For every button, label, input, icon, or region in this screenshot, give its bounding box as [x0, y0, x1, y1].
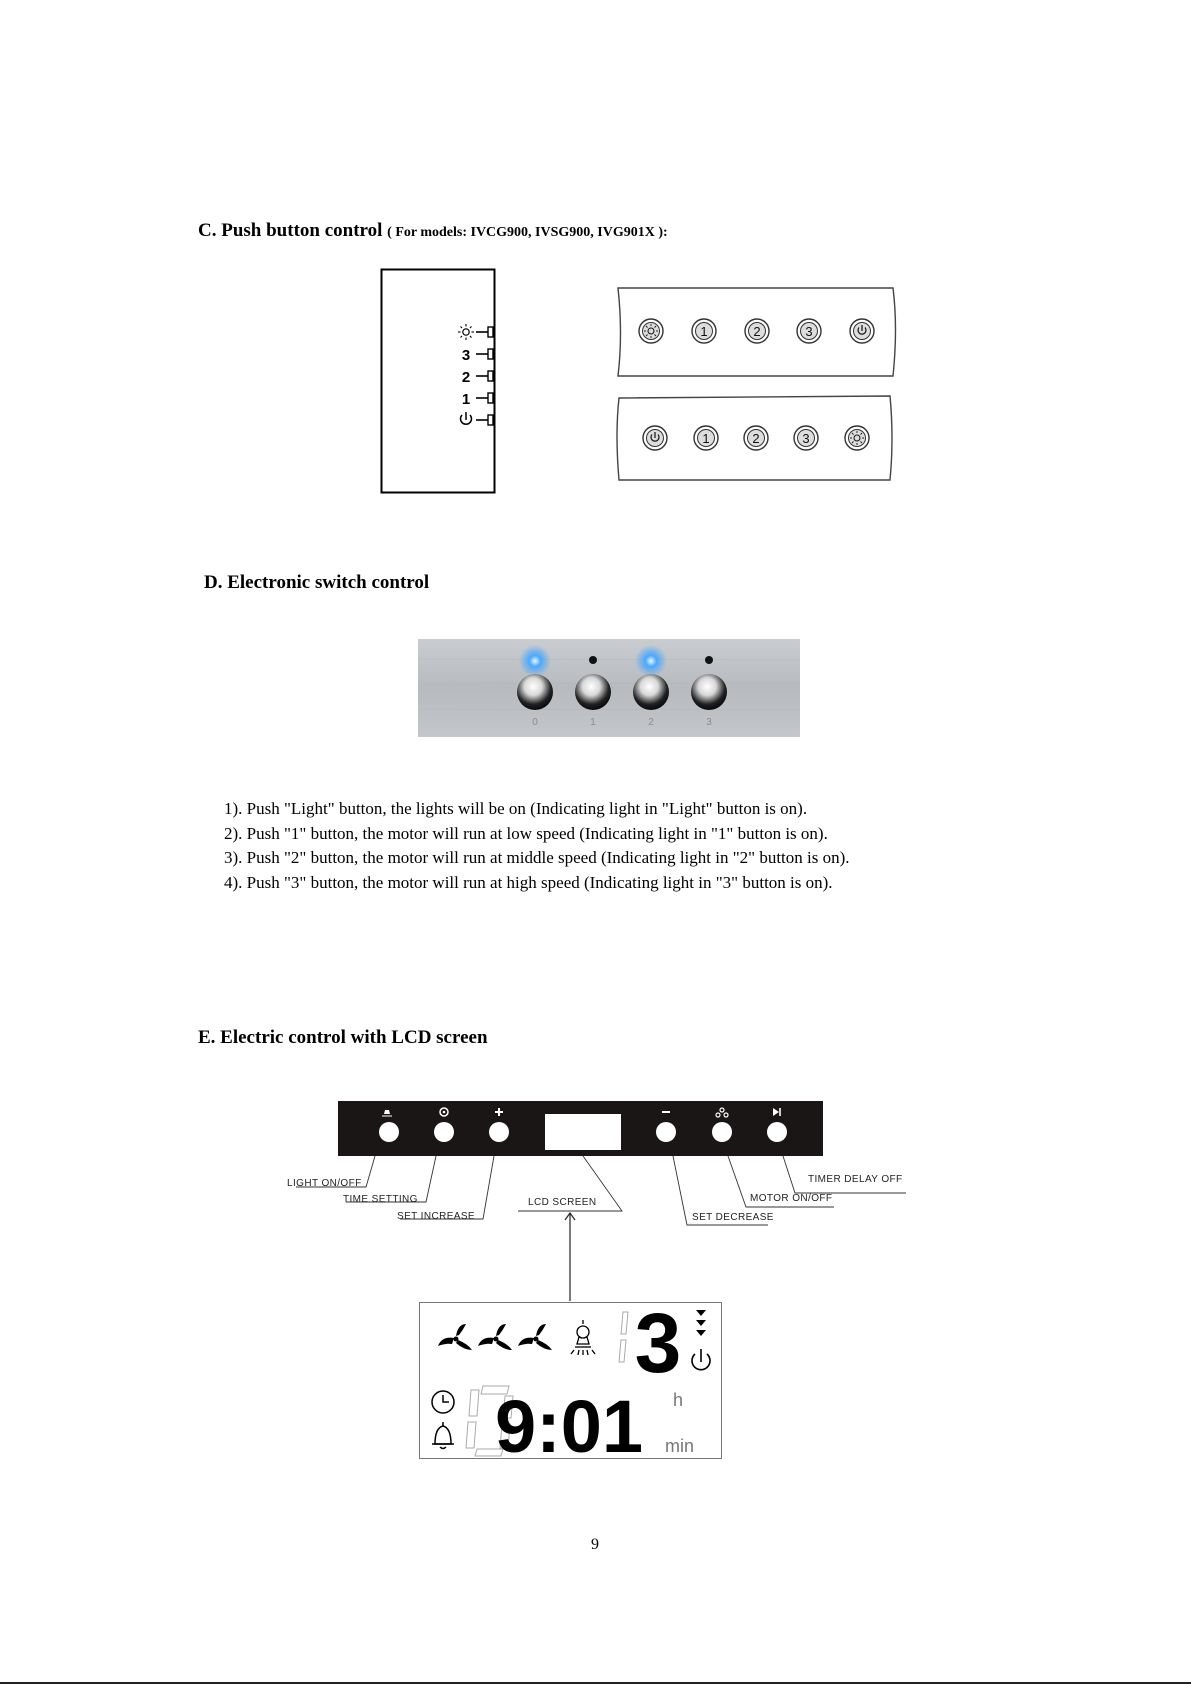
vertical-panel-drawing	[380, 268, 496, 494]
motor-button[interactable]	[712, 1122, 732, 1142]
lcd-window	[545, 1114, 621, 1150]
btn-speed-2[interactable]	[744, 426, 768, 450]
svg-text:1: 1	[702, 431, 710, 446]
instruction-item: 2). Push "1" button, the motor will run at low speed (Indicating light in "1" button is on).	[224, 823, 828, 843]
btn-power[interactable]	[850, 319, 874, 343]
lcd-control-bar-diagram	[270, 1095, 920, 1240]
instruction-item: 1). Push "Light" button, the lights will be on (Indicating light in "Light" button is on).	[224, 799, 808, 818]
knob-label-3: 3	[706, 717, 712, 728]
section-c-title: C. Push button control	[198, 220, 383, 241]
btn-speed-2[interactable]	[745, 319, 769, 343]
svg-text:2: 2	[753, 324, 761, 339]
decrease-button[interactable]	[656, 1122, 676, 1142]
label-timer-delay-off: TIMER DELAY OFF	[808, 1174, 903, 1185]
svg-text:2: 2	[752, 431, 760, 446]
label-lcd-screen: LCD SCREEN	[528, 1197, 597, 1208]
btn-speed-3[interactable]	[797, 319, 821, 343]
btn-speed-1[interactable]	[694, 426, 718, 450]
time-setting-button[interactable]	[434, 1122, 454, 1142]
instruction-list	[224, 797, 850, 895]
light-button[interactable]	[379, 1122, 399, 1142]
light-icon	[458, 324, 474, 340]
time-display: 9:01	[494, 1385, 644, 1459]
section-e-heading: E. Electric control with LCD screen	[198, 1027, 488, 1048]
label-motor-on-off: MOTOR ON/OFF	[750, 1193, 833, 1204]
knob-0[interactable]	[517, 674, 553, 710]
knob-2[interactable]	[633, 674, 669, 710]
lcd-detail-arrow	[560, 1211, 580, 1303]
unit-minutes: min	[665, 1436, 695, 1456]
indicator-led-0	[519, 645, 551, 677]
section-c-heading	[198, 220, 668, 242]
knob-label-0: 0	[532, 717, 538, 728]
label-set-decrease: SET DECREASE	[692, 1212, 774, 1223]
unit-hours: h	[673, 1390, 684, 1410]
power-icon	[461, 412, 472, 424]
knob-3[interactable]	[691, 674, 727, 710]
btn-light[interactable]	[639, 319, 663, 343]
label-set-increase: SET INCREASE	[397, 1211, 475, 1222]
vertical-label-1: 1	[461, 391, 471, 408]
indicator-led-3	[705, 656, 713, 664]
lcd-detail	[419, 1302, 722, 1459]
section-d-heading: D. Electronic switch control	[204, 572, 430, 593]
svg-text:3: 3	[805, 324, 813, 339]
timer-delay-button[interactable]	[767, 1122, 787, 1142]
instruction-item: 3). Push "2" button, the motor will run at middle speed (Indicating light in "2" button is on).	[224, 848, 850, 867]
section-c-models: ( For models: IVCG900, IVSG900, IVG901X ):	[387, 225, 668, 240]
knob-label-2: 2	[648, 717, 654, 728]
page-number: 9	[591, 1536, 599, 1553]
instruction-item: 4). Push "3" button, the motor will run at high speed (Indicating light in "3" button is on).	[224, 872, 833, 892]
btn-speed-3[interactable]	[794, 426, 818, 450]
svg-text:3: 3	[802, 431, 810, 446]
label-light-on-off: LIGHT ON/OFF	[287, 1178, 362, 1189]
speed-digit: 3	[634, 1302, 682, 1390]
electronic-switch-photo	[418, 639, 800, 737]
btn-speed-1[interactable]	[692, 319, 716, 343]
knob-label-1: 1	[590, 717, 596, 728]
label-time-setting: TIME SETTING	[343, 1194, 418, 1205]
vertical-label-3: 3	[461, 347, 471, 364]
page-bottom-rule	[0, 1682, 1191, 1684]
vertical-button-panel	[380, 268, 496, 494]
horizontal-button-panel-top	[615, 284, 897, 380]
knob-1[interactable]	[575, 674, 611, 710]
vertical-label-2: 2	[461, 369, 471, 386]
indicator-led-1	[589, 656, 597, 664]
btn-power[interactable]	[643, 426, 667, 450]
increase-button[interactable]	[489, 1122, 509, 1142]
svg-text:1: 1	[700, 324, 708, 339]
btn-light[interactable]	[845, 426, 869, 450]
horizontal-button-panel-bottom	[615, 394, 897, 484]
indicator-led-2	[635, 645, 667, 677]
